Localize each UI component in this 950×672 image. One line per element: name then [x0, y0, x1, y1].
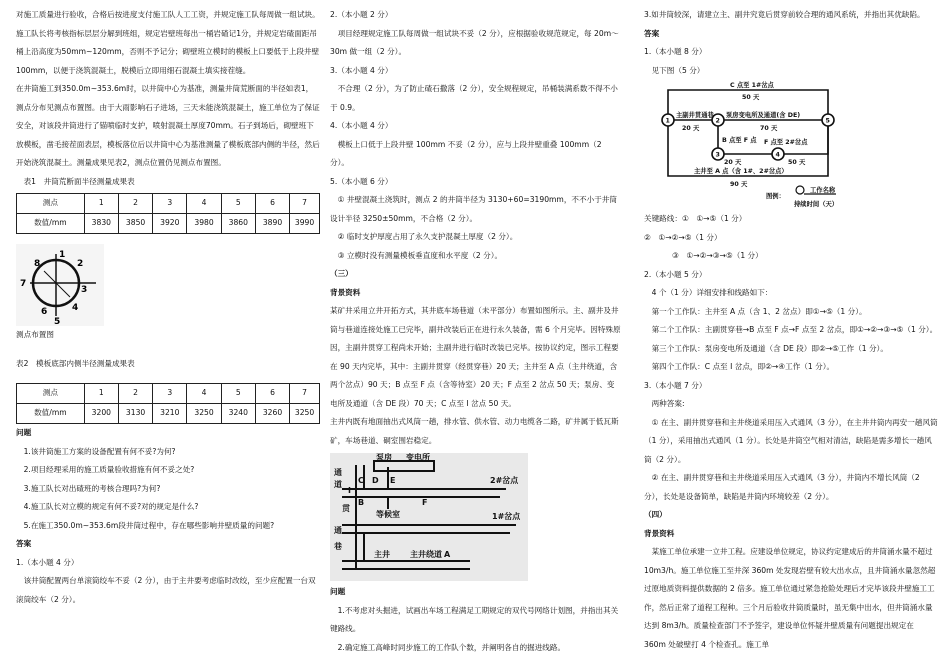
point-label: 5 [54, 317, 61, 326]
label-main-shaft: 主井 [374, 550, 390, 559]
answer-text: 两种答案: [651, 399, 685, 408]
edge-label: 主副井贯通巷 [676, 112, 714, 119]
questions-heading: 问题 [330, 587, 346, 596]
answer-text: 模板上口低于上段井壁 100mm 不妥（2 分），应与上段井壁重叠 100mm（2 分）。 [330, 139, 602, 167]
label-junction-2: 2#岔点 [490, 476, 519, 485]
edge-label: B 点至 F 点 [722, 137, 757, 144]
answer-text: ① 井壁混凝土浇筑时，测点 2 的井筒半径为 3130+60=3190mm，不不小于井筒设计半径 3250±50mm，不合格（2 分）。 [330, 195, 617, 223]
node-label: 4 [775, 151, 780, 159]
edge-duration: 50 天 [742, 94, 760, 101]
question: 3.如井筒较深，请建立主、副井究竟后贯穿前较合理的通风系统，并指出其优缺陷。 [644, 10, 925, 19]
edge-label: F 点至 2#岔点 [764, 139, 808, 146]
paragraph: 对施工质量进行验收，合格后按进度支付施工队人工工资，并规定施工队每周做一组试块。施工队长将考核指标层层分解到班组，规定岩壁班每出一桶岩碴记1分，并规定岩碴面距吊桶上沿高度为50mm~120mm，否则不予记分；砌壁班立模时的模板上口要低于上段井壁100mm，以便于浇筑混凝土，脱模后立即用细石混凝土填实接茬缝。 [16, 10, 320, 75]
node-label: 5 [825, 117, 830, 125]
label-dao: 道 [334, 480, 342, 489]
answer-text: 不合理（2 分），为了防止碴石撒落（2 分），安全规程规定，吊桶装满系数不得不小于 0.9。 [330, 84, 618, 112]
legend-label: 图例： [766, 193, 785, 200]
answer-text: ② 临时支护厚度占用了永久支护混凝土厚度（2 分）。 [337, 232, 518, 241]
label-E: E [390, 476, 396, 485]
column-2 [330, 6, 622, 657]
answer-title: 1.（本小题 4 分） [16, 557, 79, 567]
answer-title: 2.（本小题 5 分） [644, 269, 707, 279]
point-label: 4 [72, 303, 79, 313]
point-label: 3 [81, 285, 88, 295]
node-label: 3 [715, 151, 720, 159]
question: 4.施工队长对立模的规定有何不妥?对的规定是什么? [23, 502, 199, 511]
section-number: （三） [330, 269, 353, 278]
question: 1.该井筒施工方案的设备配置有何不妥?为何? [23, 446, 176, 456]
table-row: 数值/mm 3200 3130 3210 3250 3240 3260 3250 [17, 404, 320, 424]
label-F: F [422, 498, 428, 507]
label-xiang: 巷 [334, 542, 342, 551]
network-diagram [660, 80, 840, 208]
answer-title: 5.（本小题 6 分） [330, 176, 393, 186]
answer-title: 2.（本小题 2 分） [330, 10, 393, 19]
answer-text: 第三个工作队：泵房变电所及通道（含 DE 段）即②→⑤工作（1 分）。 [651, 343, 888, 353]
answer-title: 4.（本小题 4 分） [330, 121, 393, 130]
answer-text: 4 个（1 分）详细安排和线路如下： [651, 288, 773, 297]
shaft-bottom-layout-diagram [330, 453, 528, 581]
background-heading: 背景资料 [644, 528, 675, 538]
table-header-row: 测点 1 2 3 4 5 6 7 [17, 384, 320, 404]
point-label: 7 [20, 279, 27, 289]
answer-text: ③ 立模时没有测量模板垂直度和水平度（2 分）。 [337, 250, 503, 260]
answer-text: 该井筒配置两台单滚筒绞车不妥（2 分），由于主井要考虑临时改绞，至少应配置一台双滚筒绞车（2 分）。 [16, 576, 316, 604]
node-label: 1 [665, 117, 670, 125]
label-main-shaft-bypass: 主井绕道 [410, 550, 442, 559]
edge-duration: 70 天 [760, 125, 778, 132]
table-1 [16, 193, 320, 234]
edge-label: 泵房变电所及通道(含 DE) [726, 112, 801, 119]
question: 1.不考虑对头掘进，试画出车场工程满足工期规定的双代号网络计划图，并指出其关键路线。 [330, 605, 619, 633]
question: 5.在施工350.0m~353.6m段井筒过程中，存在哪些影响井壁质量的问题? [23, 520, 275, 530]
answer-text: 第四个工作队：C 点至 I 岔点，即②→④工作（1 分）。 [651, 362, 835, 371]
label-junction-1: 1#岔点 [492, 512, 521, 521]
edge-duration: 20 天 [724, 159, 742, 166]
label-substation: 变电所 [406, 453, 430, 462]
legend-work: 工作名称 [810, 187, 836, 194]
table-2 [16, 383, 320, 424]
answer-text: 第二个工作队：主副贯穿巷→B 点至 F 点→F 点至 2 岔点，即①→②→③→⑤（1 分）。 [651, 325, 938, 334]
edge-duration: 50 天 [788, 159, 806, 166]
label-I: I [348, 486, 351, 495]
answer-title: 3.（本小题 4 分） [330, 65, 393, 75]
section-number: （四） [644, 510, 667, 519]
answer-title: 1.（本小题 8 分） [644, 47, 707, 56]
label-tong-2: 通 [334, 526, 342, 535]
point-label: 1 [59, 250, 66, 260]
node-label: 2 [715, 117, 720, 125]
background-heading: 背景资料 [330, 287, 361, 297]
point-label: 6 [41, 307, 48, 317]
label-tong: 通 [334, 468, 342, 477]
edge-label: 主井至 A 点（含 1#、2#岔点） [694, 168, 788, 175]
paragraph: 某矿井采用立井开拓方式，其井底车场巷道（未平部分）布置如图所示。主、副井及井筒与巷道连接处施工已完毕，副井改装后正在进行永久装备，需 6 个月完毕。因特殊原因，主副井贯穿工程尚未开始；主副井进行临时改装已完毕。按协议约定，图示工程要在 90 天内完毕，其中：主副井贯穿（经贯穿巷）20 天；主井至 A 点（主井绕道，含两个岔点）90 天；B 点至 F 点（含等待室）20 天；F 点至 2 岔点 50 天；泵房、变电所及通道（含 DE 段）70 天；C 点至 I 岔点 50 天。 [330, 306, 621, 408]
paragraph: 主井内既有地面抽出式风筒一趟，排水管、供水管、动力电缆各二路，矿井属于低瓦斯矿，车场巷道、硐室围岩稳定。 [330, 417, 619, 445]
edge-label: C 点至 1#岔点 [730, 82, 774, 89]
answer-text: 项目经理规定施工队每周做一组试块不妥（2 分），应根据验收规范规定，每 20m～30m 做一组（2 分）。 [330, 28, 619, 56]
figure-caption: 测点布置图 [16, 330, 54, 339]
table-header-row: 测点 1 2 3 4 5 6 7 [17, 194, 320, 214]
edge-duration: 20 天 [682, 125, 700, 132]
answer-text: 第一个工作队：主井至 A 点（含 1、2 岔点）即①→⑤（1 分）。 [651, 306, 867, 316]
edge-duration: 90 天 [730, 181, 748, 188]
label-C: C [358, 476, 364, 485]
questions-heading: 问题 [16, 428, 32, 437]
table-row: 数值/mm 3830 3850 3920 3980 3860 3890 3990 [17, 214, 320, 234]
question: 3.施工队长对出碴班的考核合理吗?为何? [23, 483, 161, 493]
measurement-point-figure [16, 244, 104, 326]
answer-heading: 答案 [16, 539, 32, 548]
table1-title: 表1 井筒荒断面半径测量成果表 [23, 176, 135, 186]
column-3 [644, 6, 938, 654]
point-label: 8 [34, 259, 41, 269]
point-label: 2 [77, 259, 84, 269]
legend-duration: 持续时间（天） [794, 201, 839, 208]
label-guan: 贯 [342, 504, 350, 513]
label-D: D [372, 476, 379, 485]
question: 2.项目经理采用的施工质量验收措施有何不妥之处? [23, 465, 195, 474]
label-waiting-room: 等候室 [376, 510, 400, 519]
paragraph: 在井筒施工到350.0m~353.6m时，以井筒中心为基准，测量井筒荒断面的半径如表1，测点分布见测点布置图。由于大雨影响石子进场，三天未能浇筑混凝土，施工单位为了保证安全，对该段井筒进行了锚喷临时支护，喷射混凝土厚度70mm。石子到场后，砌壁班下放模板，凿毛接茬面表层，模板落位后以井筒中心为基准测量了模板底部内侧的半径，然后开始浇筑混凝土。测量成果见表2，测点位置仍见测点布置图。 [16, 84, 320, 167]
label-pump-room: 泵房 [376, 453, 392, 462]
label-A: A [444, 550, 451, 559]
paragraph: 某施工单位承建一立井工程。应建设单位规定，协议约定建成后的井筒涌水量不超过 10m3/h。施工单位施工至井深 360m 处发现岩壁有较大出水点，且井筒涌水量忽然超过原地质资料提供数据的 2 倍多。施工单位通过紧急抢险处理后才完毕该段井壁施工工作，然后正常了道程工程种。三个月后验收井筒质量时，虽无集中出水，但井筒涌水量达到 8m3/h。质量检查部门不予签字，建设单位怀疑井壁质量有问题提出规定在 360m 处破壁打 4 个检查孔。施工单 [644, 547, 936, 649]
critical-path: ② ①→②→⑤（1 分） [644, 232, 722, 242]
critical-path: 关键路线：① ①→⑤（1 分） [644, 214, 747, 223]
answer-text: ① 在主、副井贯穿巷和主井绕道采用压入式通风（3 分），在主井井筒内再安一趟风筒（1 分），采用抽出式通风（1 分）。长处是井筒空气相对清洁，缺陷是需多增长一趟风筒（2 分）。 [644, 417, 938, 464]
answer-text: ② 在主、副井贯穿巷和主井绕道采用压入式通风（3 分），井筒内不增长风筒（2 分），长处是设备简单，缺陷是井筒内环境较差（2 分）。 [644, 473, 920, 501]
label-B: B [358, 498, 365, 507]
answer-text: 见下图（5 分） [651, 65, 705, 75]
column-1 [16, 6, 320, 609]
answer-title: 3.（本小题 7 分） [644, 380, 707, 390]
answer-heading: 答案 [644, 28, 660, 38]
table2-title: 表2 模板底部内侧半径测量成果表 [16, 358, 135, 368]
question: 2.确定施工高峰时同步施工的工作队个数，并阐明各自的掘进线路。 [337, 642, 566, 652]
critical-path: ③ ①→②→③→⑤（1 分） [672, 251, 763, 260]
